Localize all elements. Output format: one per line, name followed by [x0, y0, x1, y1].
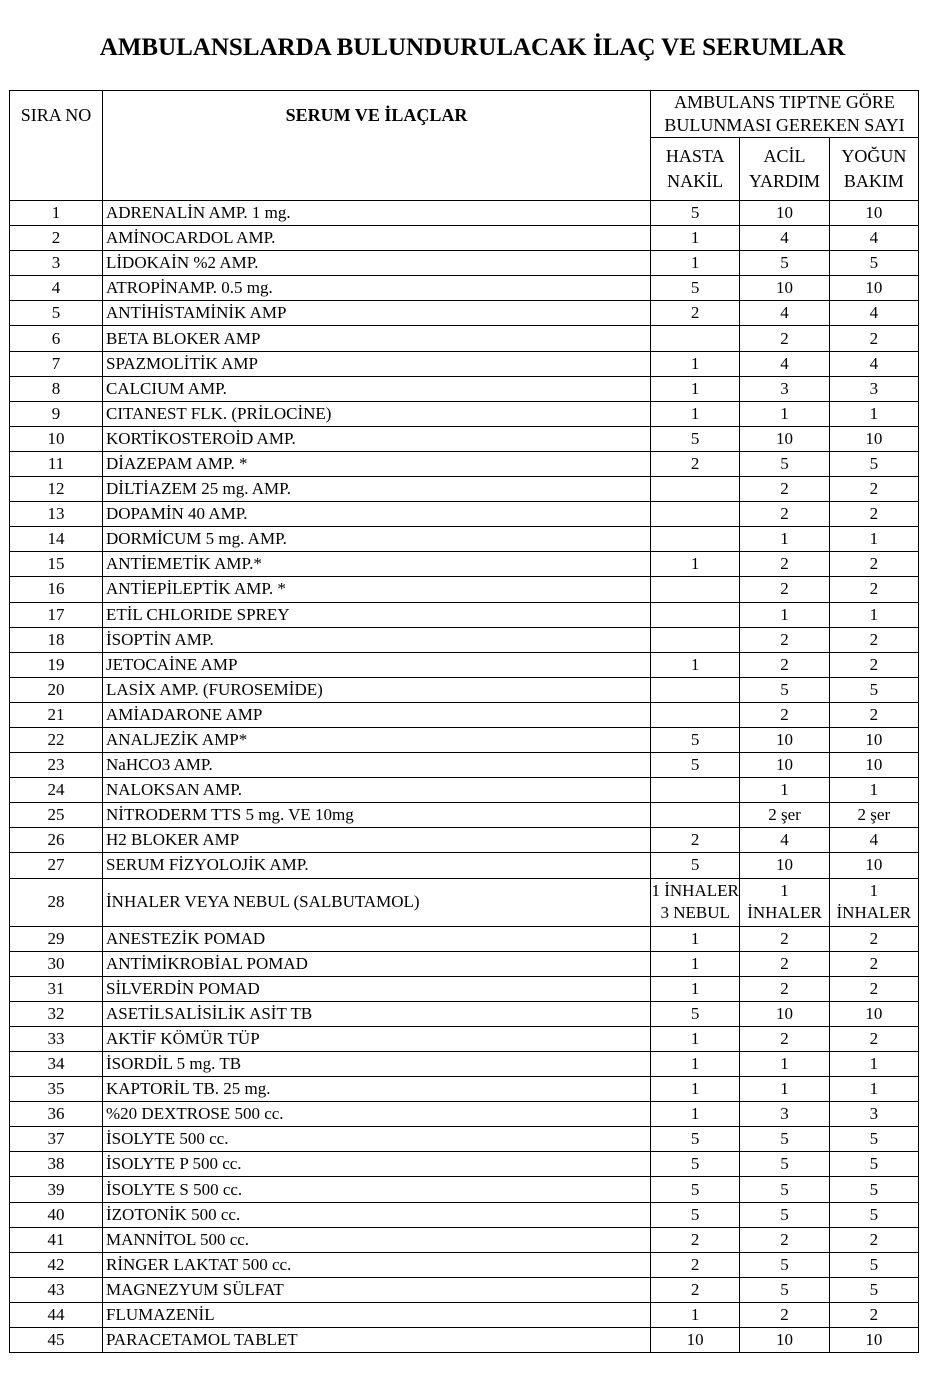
row-hasta-nakil: 1	[651, 401, 740, 426]
row-hasta-nakil	[651, 326, 740, 351]
header-yogun-bakim	[829, 138, 918, 201]
row-yogun-bakim: 2	[829, 326, 918, 351]
row-acil-yardim-line2: İNHALER	[747, 903, 822, 923]
row-yogun-bakim: 5	[829, 1177, 918, 1202]
row-hasta-nakil	[651, 702, 740, 727]
table-row	[10, 727, 919, 752]
row-yogun-bakim: 2	[829, 976, 918, 1001]
row-yogun-bakim: 2	[829, 627, 918, 652]
row-hasta-nakil: 2	[651, 1227, 740, 1252]
table-row	[10, 502, 919, 527]
row-yogun-bakim: 10	[829, 276, 918, 301]
row-medication-name: KAPTORİL TB. 25 mg.	[103, 1077, 651, 1102]
row-number: 14	[10, 527, 103, 552]
medication-table	[9, 90, 919, 1353]
row-hasta-nakil: 1	[651, 552, 740, 577]
row-medication-name: MANNİTOL 500 cc.	[103, 1227, 651, 1252]
row-number: 7	[10, 351, 103, 376]
row-number: 13	[10, 502, 103, 527]
row-acil-yardim: 2	[740, 926, 829, 951]
table-row	[10, 527, 919, 552]
row-hasta-nakil: 1	[651, 1077, 740, 1102]
row-hasta-nakil	[651, 527, 740, 552]
row-hasta-nakil: 5	[651, 1001, 740, 1026]
row-medication-name: ANTİHİSTAMİNİK AMP	[103, 301, 651, 326]
row-medication-name: ADRENALİN AMP. 1 mg.	[103, 201, 651, 226]
row-yogun-bakim: 1	[829, 1077, 918, 1102]
header-sira-no: SIRA NO	[10, 91, 103, 138]
row-yogun-bakim: 1	[829, 602, 918, 627]
row-yogun-bakim: 10	[829, 727, 918, 752]
row-hasta-nakil	[651, 803, 740, 828]
table-row	[10, 976, 919, 1001]
row-hasta-nakil-line1: 1 İNHALER	[651, 881, 739, 901]
row-acil-yardim: 2	[740, 1302, 829, 1327]
row-acil-yardim: 5	[740, 1152, 829, 1177]
table-row	[10, 878, 919, 926]
row-number: 42	[10, 1252, 103, 1277]
header-serum: SERUM VE İLAÇLAR	[103, 91, 651, 138]
row-medication-name: CALCIUM AMP.	[103, 376, 651, 401]
row-hasta-nakil: 5	[651, 853, 740, 878]
table-row	[10, 652, 919, 677]
row-yogun-bakim: 1	[829, 527, 918, 552]
row-number: 15	[10, 552, 103, 577]
row-acil-yardim: 5	[740, 251, 829, 276]
table-row	[10, 778, 919, 803]
row-number: 9	[10, 401, 103, 426]
table-row	[10, 1227, 919, 1252]
row-acil-yardim: 10	[740, 426, 829, 451]
row-hasta-nakil	[651, 627, 740, 652]
table-row	[10, 1026, 919, 1051]
table-row	[10, 1252, 919, 1277]
table-row	[10, 1102, 919, 1127]
row-acil-yardim: 10	[740, 1001, 829, 1026]
table-row	[10, 702, 919, 727]
table-row	[10, 451, 919, 476]
row-hasta-nakil: 5	[651, 727, 740, 752]
row-number: 16	[10, 577, 103, 602]
row-number: 41	[10, 1227, 103, 1252]
row-medication-name: SERUM FİZYOLOJİK AMP.	[103, 853, 651, 878]
row-number: 29	[10, 926, 103, 951]
row-acil-yardim: 5	[740, 1252, 829, 1277]
row-hasta-nakil: 1	[651, 351, 740, 376]
row-number: 26	[10, 828, 103, 853]
row-acil-yardim: 4	[740, 828, 829, 853]
row-acil-yardim: 10	[740, 727, 829, 752]
row-acil-yardim: 5	[740, 451, 829, 476]
header-yogun-line2: BAKIM	[843, 171, 904, 191]
header-hasta-line2: NAKİL	[667, 171, 724, 191]
row-acil-yardim: 2	[740, 652, 829, 677]
row-yogun-bakim: 3	[829, 376, 918, 401]
row-number: 5	[10, 301, 103, 326]
row-medication-name: ANALJEZİK AMP*	[103, 727, 651, 752]
row-medication-name: ANTİMİKROBİAL POMAD	[103, 951, 651, 976]
row-hasta-nakil: 2	[651, 1277, 740, 1302]
row-medication-name: MAGNEZYUM SÜLFAT	[103, 1277, 651, 1302]
row-number: 28	[10, 878, 103, 926]
row-medication-name: İSOLYTE 500 cc.	[103, 1127, 651, 1152]
row-medication-name: AMİADARONE AMP	[103, 702, 651, 727]
row-yogun-bakim: 4	[829, 226, 918, 251]
row-number: 36	[10, 1102, 103, 1127]
row-hasta-nakil: 1	[651, 1102, 740, 1127]
row-hasta-nakil	[651, 878, 740, 926]
table-row	[10, 627, 919, 652]
row-yogun-bakim: 2	[829, 702, 918, 727]
table-row	[10, 376, 919, 401]
row-yogun-bakim: 4	[829, 301, 918, 326]
row-yogun-bakim: 5	[829, 1202, 918, 1227]
row-hasta-nakil: 5	[651, 753, 740, 778]
row-medication-name: NİTRODERM TTS 5 mg. VE 10mg	[103, 803, 651, 828]
table-row	[10, 552, 919, 577]
header-group-line1: AMBULANS TIPTNE GÖRE	[674, 92, 895, 112]
row-medication-name: LASİX AMP. (FUROSEMİDE)	[103, 677, 651, 702]
row-medication-name: İZOTONİK 500 cc.	[103, 1202, 651, 1227]
table-row	[10, 577, 919, 602]
row-yogun-bakim: 1	[829, 1052, 918, 1077]
row-number: 25	[10, 803, 103, 828]
row-number: 12	[10, 477, 103, 502]
row-hasta-nakil: 5	[651, 201, 740, 226]
row-number: 37	[10, 1127, 103, 1152]
row-acil-yardim: 3	[740, 376, 829, 401]
row-yogun-bakim: 2	[829, 1302, 918, 1327]
row-hasta-nakil: 2	[651, 828, 740, 853]
row-hasta-nakil: 2	[651, 301, 740, 326]
row-hasta-nakil: 5	[651, 1177, 740, 1202]
row-acil-yardim: 5	[740, 1127, 829, 1152]
row-acil-yardim: 2	[740, 326, 829, 351]
row-yogun-bakim: 4	[829, 351, 918, 376]
row-medication-name: PARACETAMOL TABLET	[103, 1328, 651, 1353]
row-acil-yardim: 2	[740, 502, 829, 527]
row-acil-yardim: 1	[740, 778, 829, 803]
row-yogun-bakim: 2	[829, 652, 918, 677]
row-acil-yardim: 2	[740, 976, 829, 1001]
row-number: 19	[10, 652, 103, 677]
row-number: 32	[10, 1001, 103, 1026]
header-acil-line1: ACİL	[763, 146, 806, 166]
table-row	[10, 1127, 919, 1152]
row-number: 31	[10, 976, 103, 1001]
row-medication-name: AMİNOCARDOL AMP.	[103, 226, 651, 251]
row-medication-name: CITANEST FLK. (PRİLOCİNE)	[103, 401, 651, 426]
row-medication-name: FLUMAZENİL	[103, 1302, 651, 1327]
row-number: 33	[10, 1026, 103, 1051]
row-acil-yardim: 10	[740, 276, 829, 301]
row-hasta-nakil: 2	[651, 451, 740, 476]
table-body	[10, 201, 919, 1353]
row-acil-yardim: 2	[740, 577, 829, 602]
row-hasta-nakil: 5	[651, 276, 740, 301]
table-row	[10, 753, 919, 778]
table-row	[10, 201, 919, 226]
row-acil-yardim: 10	[740, 201, 829, 226]
row-yogun-bakim-line1: 1	[869, 881, 879, 901]
table-row	[10, 1302, 919, 1327]
row-acil-yardim: 2	[740, 1026, 829, 1051]
row-hasta-nakil	[651, 602, 740, 627]
row-medication-name: SPAZMOLİTİK AMP	[103, 351, 651, 376]
row-hasta-nakil: 1	[651, 1052, 740, 1077]
row-hasta-nakil: 5	[651, 1152, 740, 1177]
table-row	[10, 1277, 919, 1302]
table-row	[10, 301, 919, 326]
row-acil-yardim: 2	[740, 702, 829, 727]
row-number: 39	[10, 1177, 103, 1202]
row-number: 45	[10, 1328, 103, 1353]
header-hasta-line1: HASTA	[665, 146, 725, 166]
row-yogun-bakim: 5	[829, 251, 918, 276]
row-acil-yardim-line1: 1	[780, 881, 789, 901]
table-row	[10, 326, 919, 351]
row-yogun-bakim: 2	[829, 577, 918, 602]
row-yogun-bakim: 5	[829, 1127, 918, 1152]
row-hasta-nakil: 2	[651, 1252, 740, 1277]
row-hasta-nakil	[651, 502, 740, 527]
row-acil-yardim: 2	[740, 951, 829, 976]
row-acil-yardim: 2	[740, 627, 829, 652]
row-medication-name: İSOLYTE S 500 cc.	[103, 1177, 651, 1202]
row-medication-name: AKTİF KÖMÜR TÜP	[103, 1026, 651, 1051]
row-number: 27	[10, 853, 103, 878]
row-yogun-bakim: 2	[829, 1026, 918, 1051]
header-group	[651, 91, 919, 138]
header-serum-blank	[103, 138, 651, 201]
row-number: 6	[10, 326, 103, 351]
table-row	[10, 1001, 919, 1026]
table-row	[10, 926, 919, 951]
row-medication-name: İSOLYTE P 500 cc.	[103, 1152, 651, 1177]
row-hasta-nakil: 1	[651, 376, 740, 401]
row-hasta-nakil-line2: 3 NEBUL	[660, 903, 730, 923]
row-hasta-nakil: 1	[651, 226, 740, 251]
row-number: 18	[10, 627, 103, 652]
row-number: 1	[10, 201, 103, 226]
row-acil-yardim: 1	[740, 1077, 829, 1102]
row-yogun-bakim: 2	[829, 926, 918, 951]
row-medication-name: ATROPİNAMP. 0.5 mg.	[103, 276, 651, 301]
row-medication-name: %20 DEXTROSE 500 cc.	[103, 1102, 651, 1127]
table-row	[10, 1202, 919, 1227]
row-medication-name: LİDOKAİN %2 AMP.	[103, 251, 651, 276]
table-row	[10, 803, 919, 828]
row-hasta-nakil	[651, 577, 740, 602]
row-yogun-bakim: 2	[829, 1227, 918, 1252]
table-row	[10, 401, 919, 426]
row-medication-name: İSORDİL 5 mg. TB	[103, 1052, 651, 1077]
row-medication-name: İSOPTİN AMP.	[103, 627, 651, 652]
table-row	[10, 276, 919, 301]
table-row	[10, 1177, 919, 1202]
header-acil-yardim	[740, 138, 829, 201]
row-medication-name: BETA BLOKER AMP	[103, 326, 651, 351]
row-yogun-bakim: 3	[829, 1102, 918, 1127]
row-hasta-nakil: 5	[651, 426, 740, 451]
row-acil-yardim: 2 şer	[740, 803, 829, 828]
row-yogun-bakim: 5	[829, 1152, 918, 1177]
row-medication-name: ANTİEPİLEPTİK AMP. *	[103, 577, 651, 602]
row-acil-yardim: 3	[740, 1102, 829, 1127]
table-row	[10, 226, 919, 251]
row-yogun-bakim: 2	[829, 552, 918, 577]
header-sira-no-blank	[10, 138, 103, 201]
row-number: 35	[10, 1077, 103, 1102]
row-yogun-bakim: 2	[829, 477, 918, 502]
table-row	[10, 853, 919, 878]
row-yogun-bakim: 10	[829, 1328, 918, 1353]
row-hasta-nakil	[651, 477, 740, 502]
row-medication-name: H2 BLOKER AMP	[103, 828, 651, 853]
row-medication-name: ANESTEZİK POMAD	[103, 926, 651, 951]
row-hasta-nakil: 1	[651, 926, 740, 951]
row-yogun-bakim: 10	[829, 753, 918, 778]
row-yogun-bakim: 10	[829, 1001, 918, 1026]
row-number: 11	[10, 451, 103, 476]
row-hasta-nakil: 1	[651, 652, 740, 677]
row-acil-yardim: 5	[740, 677, 829, 702]
row-acil-yardim: 4	[740, 351, 829, 376]
header-hasta-nakil	[651, 138, 740, 201]
table-row	[10, 1152, 919, 1177]
row-medication-name: ASETİLSALİSİLİK ASİT TB	[103, 1001, 651, 1026]
row-yogun-bakim: 2 şer	[829, 803, 918, 828]
row-hasta-nakil: 1	[651, 1026, 740, 1051]
table-row	[10, 251, 919, 276]
row-yogun-bakim: 10	[829, 853, 918, 878]
row-acil-yardim: 5	[740, 1177, 829, 1202]
row-medication-name: DORMİCUM 5 mg. AMP.	[103, 527, 651, 552]
row-number: 2	[10, 226, 103, 251]
row-acil-yardim: 1	[740, 1052, 829, 1077]
row-yogun-bakim: 10	[829, 201, 918, 226]
table-row	[10, 1077, 919, 1102]
row-acil-yardim: 5	[740, 1202, 829, 1227]
row-medication-name: ANTİEMETİK AMP.*	[103, 552, 651, 577]
row-number: 10	[10, 426, 103, 451]
row-yogun-bakim: 5	[829, 1252, 918, 1277]
table-row	[10, 951, 919, 976]
row-medication-name: RİNGER LAKTAT 500 cc.	[103, 1252, 651, 1277]
row-yogun-bakim	[829, 878, 918, 926]
row-number: 44	[10, 1302, 103, 1327]
table-row	[10, 1052, 919, 1077]
row-yogun-bakim: 2	[829, 951, 918, 976]
row-acil-yardim: 4	[740, 226, 829, 251]
table-row	[10, 477, 919, 502]
row-medication-name: DİAZEPAM AMP. *	[103, 451, 651, 476]
row-hasta-nakil	[651, 778, 740, 803]
row-number: 22	[10, 727, 103, 752]
table-row	[10, 828, 919, 853]
row-yogun-bakim: 5	[829, 677, 918, 702]
row-hasta-nakil: 1	[651, 951, 740, 976]
row-yogun-bakim: 10	[829, 426, 918, 451]
row-medication-name: KORTİKOSTEROİD AMP.	[103, 426, 651, 451]
row-number: 3	[10, 251, 103, 276]
row-medication-name: JETOCAİNE AMP	[103, 652, 651, 677]
row-yogun-bakim: 1	[829, 778, 918, 803]
row-hasta-nakil: 1	[651, 1302, 740, 1327]
row-number: 4	[10, 276, 103, 301]
row-yogun-bakim: 5	[829, 1277, 918, 1302]
row-number: 43	[10, 1277, 103, 1302]
row-acil-yardim	[740, 878, 829, 926]
table-row	[10, 602, 919, 627]
row-acil-yardim: 2	[740, 1227, 829, 1252]
row-number: 38	[10, 1152, 103, 1177]
row-number: 21	[10, 702, 103, 727]
row-acil-yardim: 5	[740, 1277, 829, 1302]
row-number: 40	[10, 1202, 103, 1227]
row-acil-yardim: 1	[740, 401, 829, 426]
row-hasta-nakil	[651, 677, 740, 702]
row-yogun-bakim-line2: İNHALER	[836, 903, 912, 923]
row-acil-yardim: 10	[740, 853, 829, 878]
row-medication-name: İNHALER VEYA NEBUL (SALBUTAMOL)	[103, 878, 651, 926]
row-yogun-bakim: 1	[829, 401, 918, 426]
row-medication-name: NALOKSAN AMP.	[103, 778, 651, 803]
row-yogun-bakim: 4	[829, 828, 918, 853]
header-yogun-line1: YOĞUN	[841, 146, 907, 166]
row-number: 30	[10, 951, 103, 976]
table-row	[10, 426, 919, 451]
header-acil-line2: YARDIM	[748, 171, 820, 191]
page-title: AMBULANSLARDA BULUNDURULACAK İLAÇ VE SERUMLAR	[99, 34, 846, 61]
row-number: 23	[10, 753, 103, 778]
row-acil-yardim: 10	[740, 753, 829, 778]
row-acil-yardim: 2	[740, 552, 829, 577]
row-medication-name: SİLVERDİN POMAD	[103, 976, 651, 1001]
header-group-line2: BULUNMASI GEREKEN SAYI	[664, 115, 905, 135]
row-acil-yardim: 4	[740, 301, 829, 326]
row-medication-name: DİLTİAZEM 25 mg. AMP.	[103, 477, 651, 502]
row-number: 8	[10, 376, 103, 401]
row-medication-name: DOPAMİN 40 AMP.	[103, 502, 651, 527]
row-yogun-bakim: 5	[829, 451, 918, 476]
row-hasta-nakil: 1	[651, 251, 740, 276]
row-acil-yardim: 2	[740, 477, 829, 502]
row-acil-yardim: 1	[740, 527, 829, 552]
row-yogun-bakim: 2	[829, 502, 918, 527]
row-number: 17	[10, 602, 103, 627]
row-number: 34	[10, 1052, 103, 1077]
row-hasta-nakil: 1	[651, 976, 740, 1001]
row-number: 24	[10, 778, 103, 803]
row-medication-name: NaHCO3 AMP.	[103, 753, 651, 778]
row-number: 20	[10, 677, 103, 702]
row-hasta-nakil: 5	[651, 1202, 740, 1227]
row-medication-name: ETİL CHLORIDE SPREY	[103, 602, 651, 627]
row-hasta-nakil: 5	[651, 1127, 740, 1152]
table-row	[10, 1328, 919, 1353]
table-row	[10, 677, 919, 702]
row-acil-yardim: 1	[740, 602, 829, 627]
table-row	[10, 351, 919, 376]
row-acil-yardim: 10	[740, 1328, 829, 1353]
row-hasta-nakil: 10	[651, 1328, 740, 1353]
